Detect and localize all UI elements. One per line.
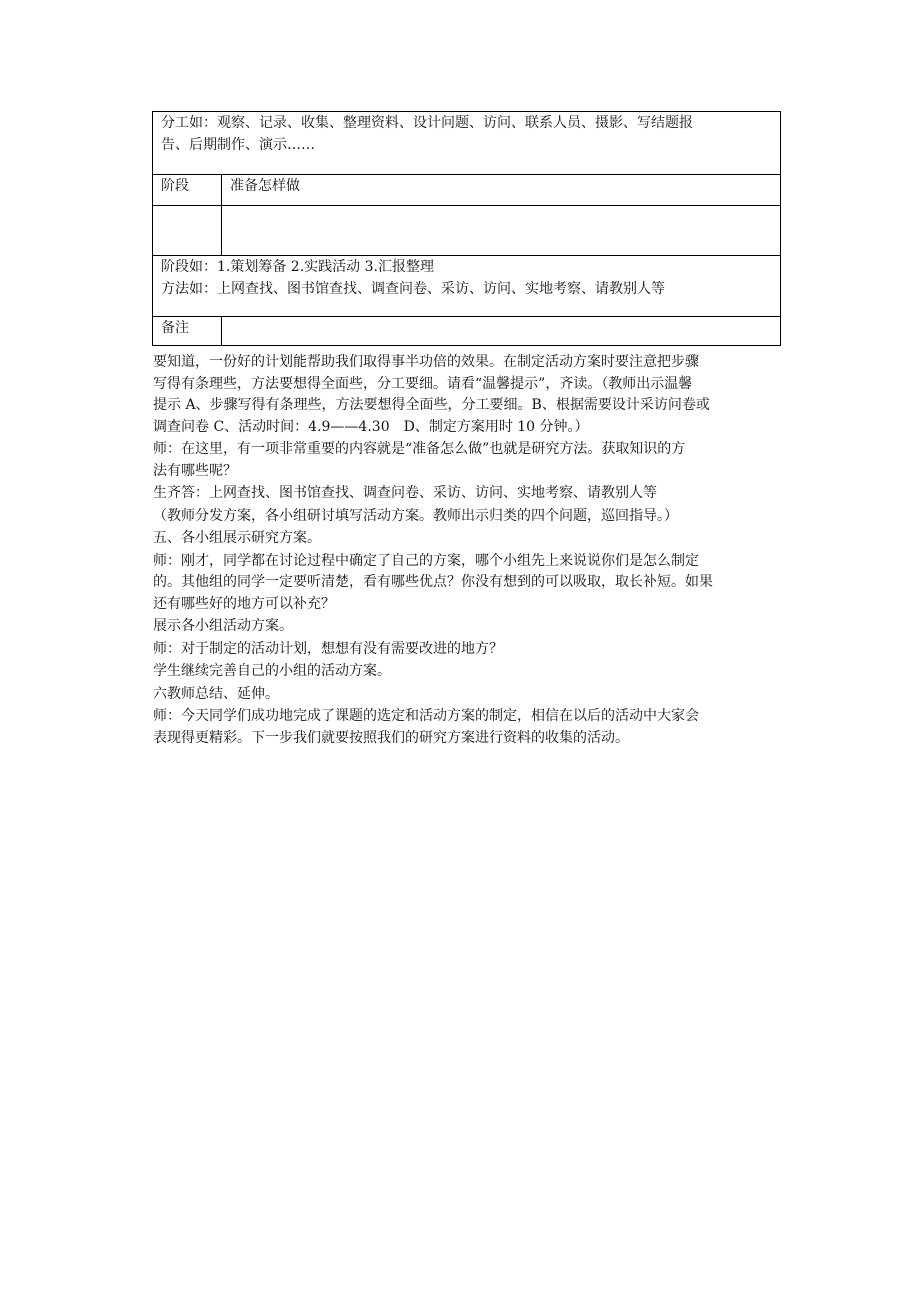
methods-cell (153, 256, 781, 317)
lesson-body-text (139, 352, 783, 750)
paragraph-teacher-just-now (139, 551, 783, 616)
paragraph-teacher-question (139, 439, 783, 482)
paragraph-students-answer: 生齐答：上网查找、图书馆查找、调查问卷、采访、访问、实地考察、请教别人等 (153, 485, 657, 501)
paragraph-teacher-distributes: （教师分发方案，各小组研讨填写活动方案。教师出示归类的四个问题，巡回指导。） (153, 507, 678, 524)
how-header-cell: 准备怎样做 (222, 175, 781, 206)
notes-label-cell: 备注 (153, 317, 222, 346)
text-line: 提示 A、步骤写得有条理些，方法要想得全面些，分工要细。B、根据需要设计采访问卷或 (153, 397, 710, 413)
notes-value-cell (222, 317, 781, 346)
table-row-notes (153, 317, 781, 346)
text-line: 师：今天同学们成功地完成了课题的选定和活动方案的制定，相信在以后的活动中大家会 (153, 708, 699, 724)
table-row-empty (153, 206, 781, 256)
text-line: 要知道，一份好的计划能帮助我们取得事半功倍的效果。在制定活动方案时要注意把步骤 (153, 354, 699, 370)
text-line: 法有哪些呢？ (153, 462, 237, 479)
text-line: 调查问卷 C、活动时间：4.9——4.30 D、制定方案用时 10 分钟。） (153, 418, 589, 435)
paragraph-teacher-improve: 师：对于制定的活动计划，想想有没有需要改进的地方？ (153, 640, 503, 657)
paragraph-teacher-summary (139, 706, 783, 749)
empty-how-cell (222, 206, 781, 256)
text-line: 的。其他组的同学一定要听清楚，看有哪些优点？你没有想到的可以吸取，取长补短。如果 (153, 574, 713, 590)
table-row-division (153, 112, 781, 175)
empty-stage-cell (153, 206, 222, 256)
paragraph-students-refine: 学生继续完善自己的小组的活动方案。 (153, 663, 391, 679)
division-examples-line-1: 分工如：观察、记录、收集、整理资料、设计问题、访问、联系人员、摄影、写结题报 (161, 115, 693, 131)
division-examples-cell (153, 112, 781, 175)
stage-examples-text: 阶段如：1.策划筹备 2.实践活动 3.汇报整理 (161, 259, 434, 275)
stage-header-cell: 阶段 (153, 175, 222, 206)
table-row-header (153, 175, 781, 206)
division-examples-line-2: 告、后期制作、演示…… (161, 137, 315, 153)
text-line: 师：刚才，同学都在讨论过程中确定了自己的方案，哪个小组先上来说说你们是怎么制定 (153, 552, 699, 569)
paragraph-show-plans: 展示各小组活动方案。 (153, 618, 293, 634)
paragraph-plan-tips (139, 352, 783, 438)
text-line: 写得有条理些，方法要想得全面些，分工要细。请看“温馨提示”，齐读。（教师出示温馨 (153, 375, 693, 392)
text-line: 还有哪些好的地方可以补充？ (153, 595, 335, 612)
activity-plan-table (152, 111, 781, 346)
method-examples-text: 方法如：上网查找、图书馆查找、调查问卷、采访、访问、实地考察、请教别人等 (161, 281, 665, 297)
table-row-methods (153, 256, 781, 317)
section-heading-five: 五、各小组展示研究方案。 (153, 530, 321, 546)
section-heading-six: 六教师总结、延伸。 (153, 685, 279, 702)
text-line: 表现得更精彩。下一步我们就要按照我们的研究方案进行资料的收集的活动。 (153, 729, 629, 746)
text-line: 师：在这里，有一项非常重要的内容就是“准备怎么做”也就是研究方法。获取知识的方 (153, 441, 686, 457)
